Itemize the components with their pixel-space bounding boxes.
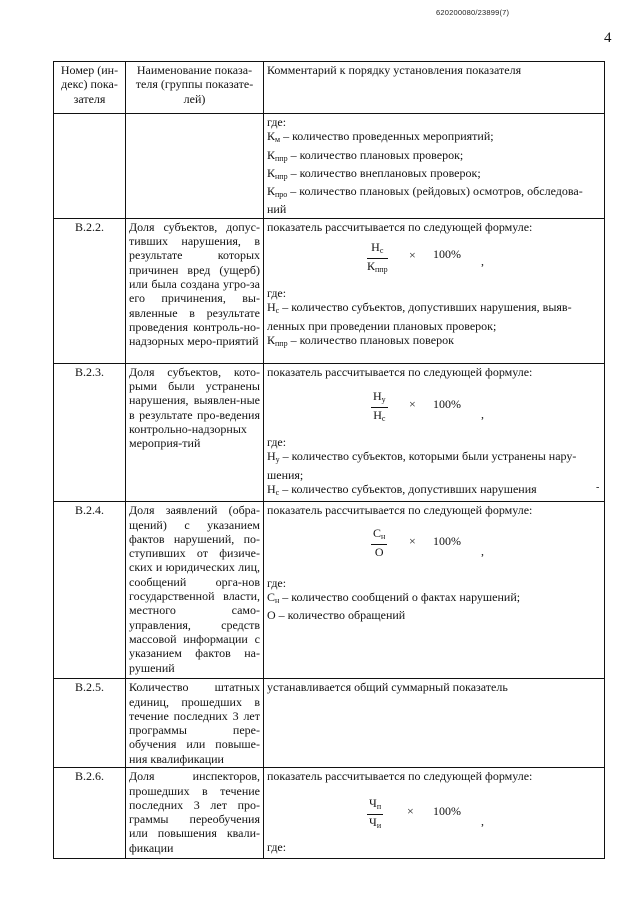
- cell-comment: [264, 114, 605, 219]
- table-row: [54, 679, 605, 768]
- formula-intro: показатель рассчитывается по следующей формуле:: [267, 364, 533, 379]
- where-label: где:: [267, 435, 287, 450]
- formula-comma: ,: [481, 407, 484, 422]
- definition-line: $К_м$ – количество проведенных мероприятий;: [267, 129, 494, 145]
- cell-name: [126, 114, 264, 219]
- table-row: [54, 502, 605, 679]
- indicator-number: B.2.4.: [54, 502, 126, 679]
- definition-line: $Н_с$ – количество субъектов, допустивших нарушения: [267, 481, 537, 497]
- numerator: $Н_с$: [367, 240, 388, 259]
- formula-comma: ,: [481, 254, 484, 269]
- numerator: $Ч_п$: [367, 796, 383, 815]
- cell-number: [54, 114, 126, 219]
- percent-factor: 100%: [433, 803, 461, 818]
- definition-line: ленных при проведении плановых проверок;: [267, 318, 497, 333]
- definition-line: $Н_у$ – количество субъектов, которыми были устранены нару-: [267, 449, 577, 465]
- multiply-sign: ×: [409, 397, 416, 412]
- definition-line: $К_{про}$ – количество плановых (рейдовых) осмотров, обследова-: [267, 184, 583, 200]
- definition-line: О – количество обращений: [267, 608, 406, 623]
- table-row-continuation: [54, 114, 605, 219]
- indicator-comment: [264, 768, 605, 859]
- indicator-comment: [264, 502, 605, 679]
- formula: [267, 784, 601, 840]
- definition-line: шения;: [267, 467, 304, 482]
- numerator: $С_н$: [371, 526, 387, 545]
- indicator-name: Доля субъектов, допус-тивших нарушения, в результате которых причинен вред (ущерб) или была создана угро-за его причинения, вы-явленные в результате проведения контроль-но-надзорных меро-приятий: [126, 218, 264, 363]
- definition-line: $С_н$ – количество сообщений о фактах нарушений;: [267, 589, 521, 605]
- formula-intro: показатель рассчитывается по следующей формуле:: [267, 503, 533, 518]
- multiply-sign: ×: [409, 533, 416, 548]
- multiply-sign: ×: [407, 803, 414, 818]
- header-name: Наименование показа-теля (группы показате-лей): [126, 62, 264, 114]
- indicator-number: B.2.5.: [54, 679, 126, 768]
- indicator-comment: [264, 218, 605, 363]
- where-label: где:: [267, 839, 287, 854]
- indicators-table: [53, 61, 605, 859]
- header-comment: Комментарий к порядку установления показателя: [264, 62, 605, 114]
- denominator: $К_{ппр}$: [367, 259, 388, 275]
- denominator: $Н_с$: [373, 408, 386, 424]
- definition-line: $К_{нпр}$ – количество внеплановых проверок;: [267, 165, 481, 181]
- definition-line: $Н_с$ – количество субъектов, допустивших нарушения, выяв-: [267, 300, 572, 316]
- formula-fraction: [371, 389, 388, 426]
- table-row: [54, 218, 605, 363]
- formula-comma: ,: [481, 543, 484, 558]
- indicator-comment: [264, 679, 605, 768]
- formula-comma: ,: [481, 813, 484, 828]
- formula-intro: показатель рассчитывается по следующей формуле:: [267, 219, 533, 234]
- definition-line: $К_{ппр}$ – количество плановых проверок;: [267, 147, 464, 163]
- formula: [267, 234, 601, 282]
- where-label: где:: [267, 286, 287, 301]
- percent-factor: 100%: [433, 533, 461, 548]
- formula-fraction: [367, 796, 383, 833]
- header-number: Номер (ин-декс) пока-зателя: [54, 62, 126, 114]
- formula-fraction: [371, 526, 387, 563]
- numerator: $Н_у$: [371, 389, 388, 408]
- table-row: [54, 363, 605, 501]
- definition-line: $К_{ппр}$ – количество плановых поверок: [267, 332, 454, 348]
- denominator: $Ч_и$: [369, 814, 382, 830]
- document-id: 620200080/23899(7): [436, 8, 510, 17]
- indicator-comment: [264, 363, 605, 501]
- indicator-number: B.2.2.: [54, 218, 126, 363]
- indicator-name: Доля субъектов, кото-рыми были устранены нарушения, выявлен-ные в результате про-ведения контрольно-надзорных мероприя-тий: [126, 363, 264, 501]
- indicator-number: B.2.6.: [54, 768, 126, 859]
- table-row: [54, 768, 605, 859]
- formula: [267, 379, 601, 435]
- percent-factor: 100%: [433, 247, 461, 262]
- comment-text: устанавливается общий суммарный показатель: [267, 680, 508, 695]
- table-header-row: [54, 62, 605, 114]
- formula-intro: показатель рассчитывается по следующей формуле:: [267, 769, 533, 784]
- indicator-name: Доля заявлений (обра-щений) с указанием фактов нарушений, по-ступивших от физиче-ских и юридических лиц, сообщений орга-нов государственной власти, местного само-управления, средств массовой информации с указанием фактов на-рушений: [126, 502, 264, 679]
- indicator-name: Доля инспекторов, прошедших в течение последних 3 лет про-граммы переобучения или повышения квали-фикации: [126, 768, 264, 859]
- formula-fraction: [367, 240, 388, 277]
- margin-mark: -: [596, 482, 600, 493]
- percent-factor: 100%: [433, 397, 461, 412]
- definition-line: ний: [267, 202, 287, 217]
- where-label: где:: [267, 575, 287, 590]
- indicator-name: Количество штатных единиц, прошедших в течение последних 3 лет программы пере-обучения или повыше-ния квалификации: [126, 679, 264, 768]
- page-number: 4: [604, 30, 612, 46]
- multiply-sign: ×: [409, 248, 416, 263]
- denominator: О: [374, 544, 384, 559]
- formula: [267, 518, 601, 572]
- indicator-number: B.2.3.: [54, 363, 126, 501]
- where-label: где:: [267, 115, 287, 129]
